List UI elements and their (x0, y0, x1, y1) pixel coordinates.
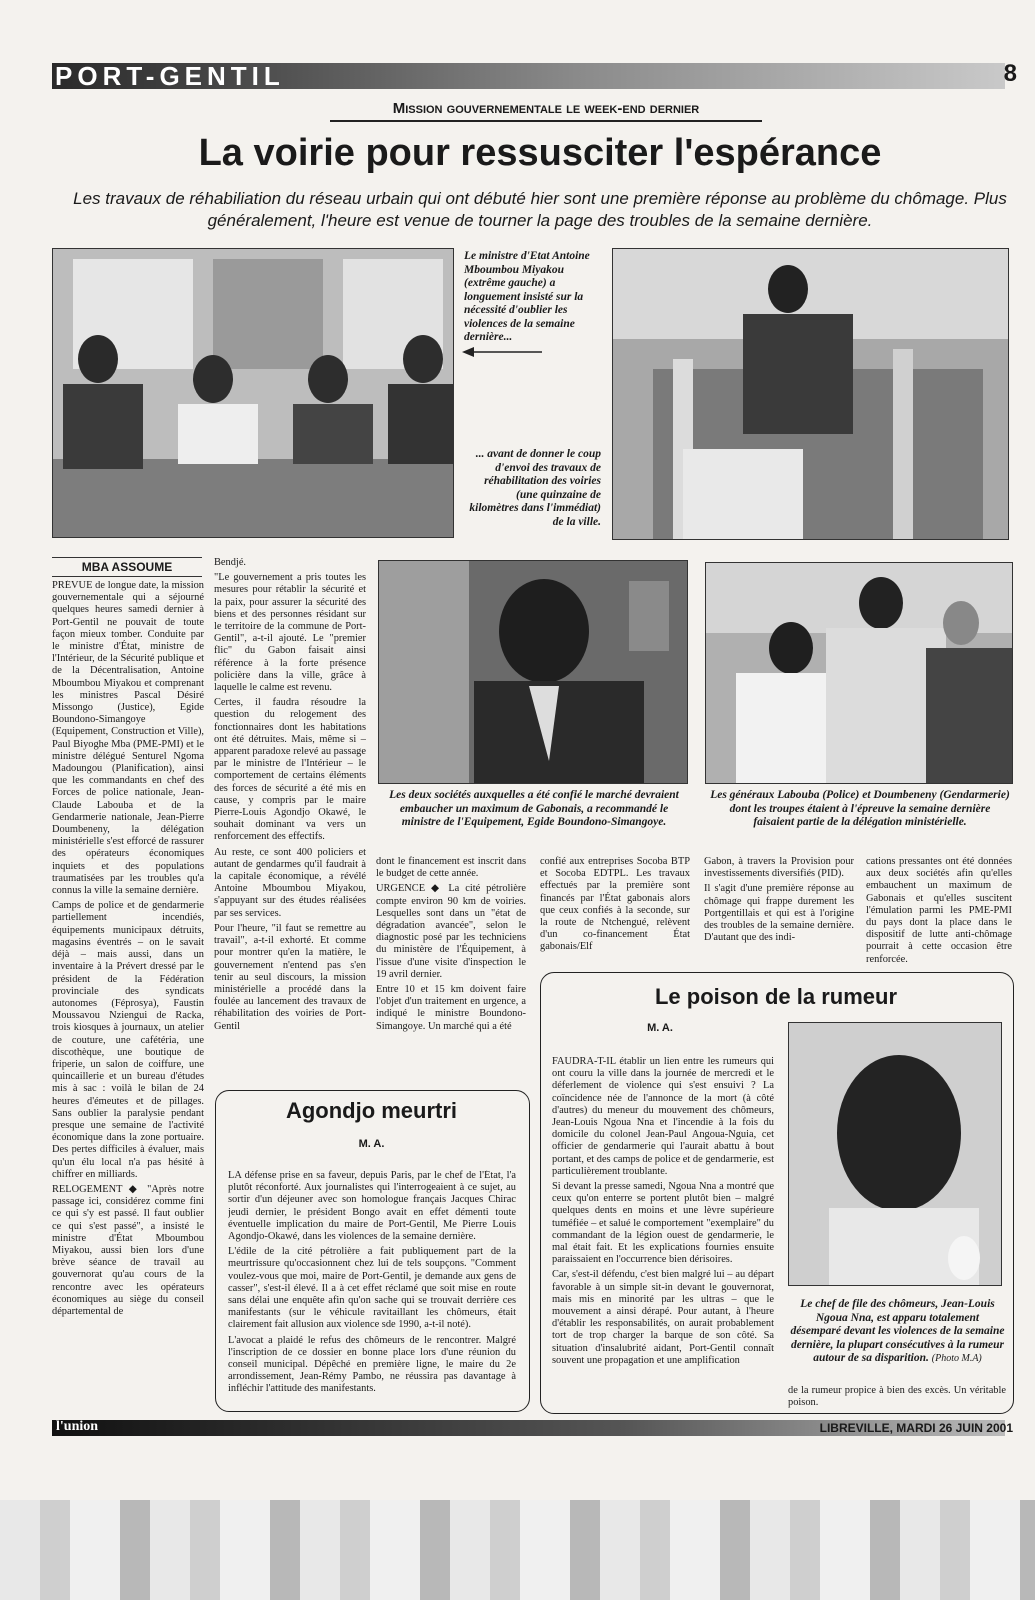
box-agondjo-title: Agondjo meurtri (285, 1098, 458, 1123)
article-col4-p1: confié aux entreprises Socoba BTP et Socoba EDTPL. Les travaux effectués par la première sont financés par l'État gabonais alors que ceux confiés à la seconde, sur la route de Ntchengué, relèvent d'un co-financement État gabonais/Elf (540, 856, 690, 953)
deck: Les travaux de réhabiliation du réseau urbain qui ont débuté hier sont une première réponse au problème du chômage. Plus généralement, l'heure est venue de tourner la page des troubles de la semaine dernière. (73, 189, 1007, 230)
caption-photo5-text: Le chef de file des chômeurs, Jean-Louis Ngoua Nna, est apparu totalement désemparé devant les violences de la semaine dernière, la plupart consécutives à la rumeur autour de sa disparition. (790, 1298, 1005, 1364)
article-col2-p1: Bendjé. (214, 557, 247, 568)
box-agondjo-byline: M. A. (358, 1138, 385, 1150)
article-col2-p3: Certes, il faudra résoudre la question du relogement des fonctionnaires dont les habitations ont été détruites. Mais, même si – apparent paradoxe relevé au passage par le ministre de l'Intérieur – le comportement de certains éléments des forces de sécurité a été mis en cause, y compris par le maire Pierre-Louis Agondjo Okawé, le souhait dominant va vers un renforcement des effectifs. (214, 697, 366, 843)
footer-paper-name: l'union (56, 1419, 99, 1434)
article-col6-p1: cations pressantes ont été données aux deux sociétés afin qu'elles embauchent un maximum de Gabonais et qu'elles suscitent l'émulation parmi les PME-PMI du pays dont la place dans le dispositif de lutte anti-chômage pourrait à cette occasion être renforcée. (866, 856, 1012, 965)
article-col5-p1: Gabon, à travers la Provision pour investissements diversifiés (PID). (704, 856, 854, 880)
article-col2-p2: "Le gouvernement a pris toutes les mesures pour rétablir la sécurité et la paix, pour assurer la sécurité des biens et des personnes résidant sur le territoire de la commune de Port-Gentil", a-t-il ajouté. Le "premier flic" du Gabon faisait ainsi référence à la forte présence policière dans la ville, grâce à laquelle le calme est revenu. (214, 572, 366, 694)
caption-photo4: Les généraux Labouba (Police) et Doumbeneny (Gendarmerie) dont les troupes étaient à l'épreuve la semaine dernière faisaient partie de la délégation ministérielle. (710, 789, 1010, 828)
photo-minister-machine (612, 248, 1009, 540)
article-col1-p1: PRÉVUE de longue date, la mission gouvernementale qui a séjourné quelques heures samedi dernier à Port-Gentil ne pouvait de toute façon mieux tomber. Conduite par le ministre d'État, ministre de l'Intérieur, de la Sécurité publique et de la Décentralisation, Antoine Mboumbou Miyakou et comprenant les ministres Pascal Désiré Missongo (Justice), Egide Boundono-Simangoye (Equipement, Construction et Ville), Paul Biyoghe Mba (PME-PMI) et le ministre délégué Senturel Ngoma Madoungou (Planification), ainsi que les commandants en chef des Forces de police nationale, Jean-Claude Labouba et de la Gendarmerie nationale, Jean-Pierre Doumbeneny, la délégation ministérielle s'est efforcé de rassurer des opérateurs économiques inquiets et des populations traumatisées par les troubles qu'a connus la ville la semaine dernière. (52, 580, 204, 897)
caption-photo1: Le ministre d'Etat Antoine Mboumbou Miyakou (extrême gauche) a longuement insisté sur la nécessité d'oublier les violences de la semaine dernière... (464, 250, 590, 343)
box-agondjo-p2: L'édile de la cité pétrolière a fait publiquement part de la meurtrissure qu'occasionnent chez lui de tels soupçons. "Comment voulez-vous que moi, maire de Port-Gentil, je demande aux gens de casser", s'est-il élevé. Il a à cet effet réclamé que soit mise en route sans délai une enquête afin qu'on sache qui se trouvait derrière ces manifestants (sur le véhicule ravitaillant les chômeurs, était clairement fait allusion aux violence sde 1990, a-t-il noté). (228, 1246, 516, 1331)
article-col5-p2: Il s'agit d'une première réponse au chômage qui frappe durement les Portgentillais et qui est à l'origine des troubles de la semaine dernière. D'autant que des indi- (704, 883, 854, 944)
box-rumeur-p1: FAUDRA-T-IL établir un lien entre les rumeurs qui ont couru la ville dans la journée de mercredi et le déferlement de violence qui s'est ensuivi ? La coïncidence née de l'annonce de la mort (à côté d'autres) du meneur du mouvement des chômeurs, Jean-Louis Ngoua Nna et l'incendie à la fois du domicile du colonel Jean-Paul Angoua-Nguia, cet officier de gendarmerie qui l'aurait abattu à bout portant, et des camps de police et de gendarmerie, est particulièrement troublante. (552, 1056, 774, 1177)
caption-photo5-credit: (Photo M.A) (931, 1353, 982, 1364)
box-rumeur-byline: M. A. (647, 1022, 673, 1034)
kicker: Mission gouvernementale le week-end dernier (330, 100, 762, 122)
caption-photo5 (790, 1298, 1005, 1366)
scan-background (0, 1500, 1035, 1600)
caption-photo2: ... avant de donner le coup d'envoi des travaux de réhabilitation des voiries (une quinzaine de kilomètres dans l'immédiat) de la ville. (469, 448, 601, 528)
box-rumeur-title: Le poison de la rumeur (654, 984, 898, 1009)
article-col1-p2: Camps de police et de gendarmerie partiellement incendiés, équipements municipaux détruits, magasins éventrés – on le savait déjà – mais aussi, dans un inventaire à la Prévert dressé par le président de la Fédération provinciale des syndicats autonomes (Féprosya), Faustin Moussavou Nziengui de Racka, trois kiosques à journaux, un atelier de couture, une cafétéria, une discothèque, une boutique de friperie, un salon de coiffure, une quincaillerie et un bureau d'études mis à sac : voilà le bilan de 24 heures d'émeutes et de pillages. Sans oublier la paralysie pendant presque une semaine de l'activité économique dans la zone portuaire. Des pertes difficiles à évaluer, mais qu'un élu local n'a pas hésité à chiffrer en milliards. (52, 900, 204, 1180)
arrow-left-icon (462, 344, 542, 354)
photo-ministers-table (52, 248, 454, 538)
photo-generals (705, 562, 1013, 784)
article-col1 (52, 580, 204, 1415)
headline: La voirie pour ressusciter l'espérance (198, 132, 882, 174)
photo-ngoua-nna (788, 1022, 1002, 1286)
box-agondjo-p1: LA défense prise en sa faveur, depuis Paris, par le chef de l'État, l'a plutôt réconforté. Aux journalistes qui l'interrogeaient à ce sujet, au sortir d'un déjeuner avec son homologue français Jacques Chirac jeudi dernier, le président Bongo avait en effet démenti toute éventuelle implication du maire de Port-Gentil, Me Pierre Louis Agondjo-Okawé, dans les violences de la semaine dernière. (228, 1170, 516, 1243)
box-rumeur-body (552, 1056, 774, 1406)
caption-photo3: Les deux sociétés auxquelles a été confié le marché devraient embaucher un maximum de Gabonais, a recommandé le ministre de l'Equipement, Egide Boundono-Simangoye. (389, 789, 679, 828)
article-col2 (214, 557, 366, 1067)
page-number: 8 (1003, 60, 1017, 87)
section-name: PORT-GENTIL (55, 61, 285, 91)
box-agondjo-body (228, 1170, 516, 1406)
article-col1-p3: RELOGEMENT ◆ "Après notre passage ici, considérez comme fini ce qui s'y est passé. Il faut oublier ce qui s'est passé", a insisté le ministre d'État Mboumbou Miyakou, aussi bien lors d'une brève séance de travail au gouvernorat qu'au cours de la rencontre avec les opérateurs économiques au siège du conseil départemental de (52, 1183, 204, 1317)
box-rumeur-tail: de la rumeur propice à bien des excès. Un véritable poison. (788, 1385, 1006, 1409)
article-col2-p4: Au reste, ce sont 400 policiers et autant de gendarmes qu'il faudrait à la capitale économique, a révélé Antoine Mboumbou Miyakou, s'appuyant sur des études réalisées par ses services. (214, 846, 366, 919)
photo-equipment-minister (378, 560, 688, 784)
footer-dateline: LIBREVILLE, MARDI 26 JUIN 2001 (819, 1421, 1013, 1435)
article-byline: MBA ASSOUME (52, 557, 202, 577)
article-col6 (866, 856, 1012, 966)
article-col3-p2: URGENCE ◆ La cité pétrolière compte environ 90 km de voiries. Lesquelles sont dans un "état de dégradation avancée", selon le diagnostic posé par les techniciens du ministère de l'Équipement, à l'issue d'une visite d'inspection le 19 avril dernier. (376, 883, 526, 980)
box-agondjo-p3: L'avocat a plaidé le refus des chômeurs de le rencontrer. Malgré l'inscription de ce dossier en bonne place lors d'une réunion du conseil municipal. Dépêché en première ligne, le maire du 2e arrondissement, Jean-Rémy Pambo, ne réussira pas davantage à infléchir l'attitude des manifestants. (228, 1334, 516, 1395)
article-col3-p3: Entre 10 et 15 km doivent faire l'objet d'un traitement en urgence, a indiqué le ministre Boundono-Simangoye. Un marché qui a été (376, 984, 526, 1032)
article-col2-p5: Pour l'heure, "il faut se remettre au travail", a-t-il exhorté. Et comme pour montrer qu'en la matière, le gouvernement n'entend pas s'en tenir au seul discours, la mission ministérielle a procédé dans la foulée au lancement des travaux de réhabilitation des voiries de Port-Gentil (214, 922, 366, 1032)
box-rumeur-p2: Si devant la presse samedi, Ngoua Nna a montré que ceux qu'on enterre se portent plutôt bien – malgré quelques dents en moins et une lèvre supérieure tuméfiée – et salué le comportement "exemplaire" du commandant de la légion ouest de gendarmerie, le mal était fait. Et les explications fournies ensuite paraissaient en l'occurrence bien dérisoires. (552, 1181, 774, 1266)
article-col3-p1: dont le financement est inscrit dans le budget de cette année. (376, 856, 526, 880)
box-rumeur-p3: Car, s'est-il défendu, c'est bien malgré lui – au départ favorable à un simple sit-in devant le gouvernorat, mais mis en minorité par les ultras – que le mouvement a ainsi dérapé. Pour autant, à l'heure d'établir les responsabilités, on aurait probablement tort de trop charger la barque de son côté. Sa situation d'insalubrité aidant, Port-Gentil connaît souvent une propagation et une amplification (552, 1269, 774, 1366)
article-col4 (540, 856, 690, 966)
article-col3 (376, 856, 526, 1096)
article-col5 (704, 856, 854, 966)
